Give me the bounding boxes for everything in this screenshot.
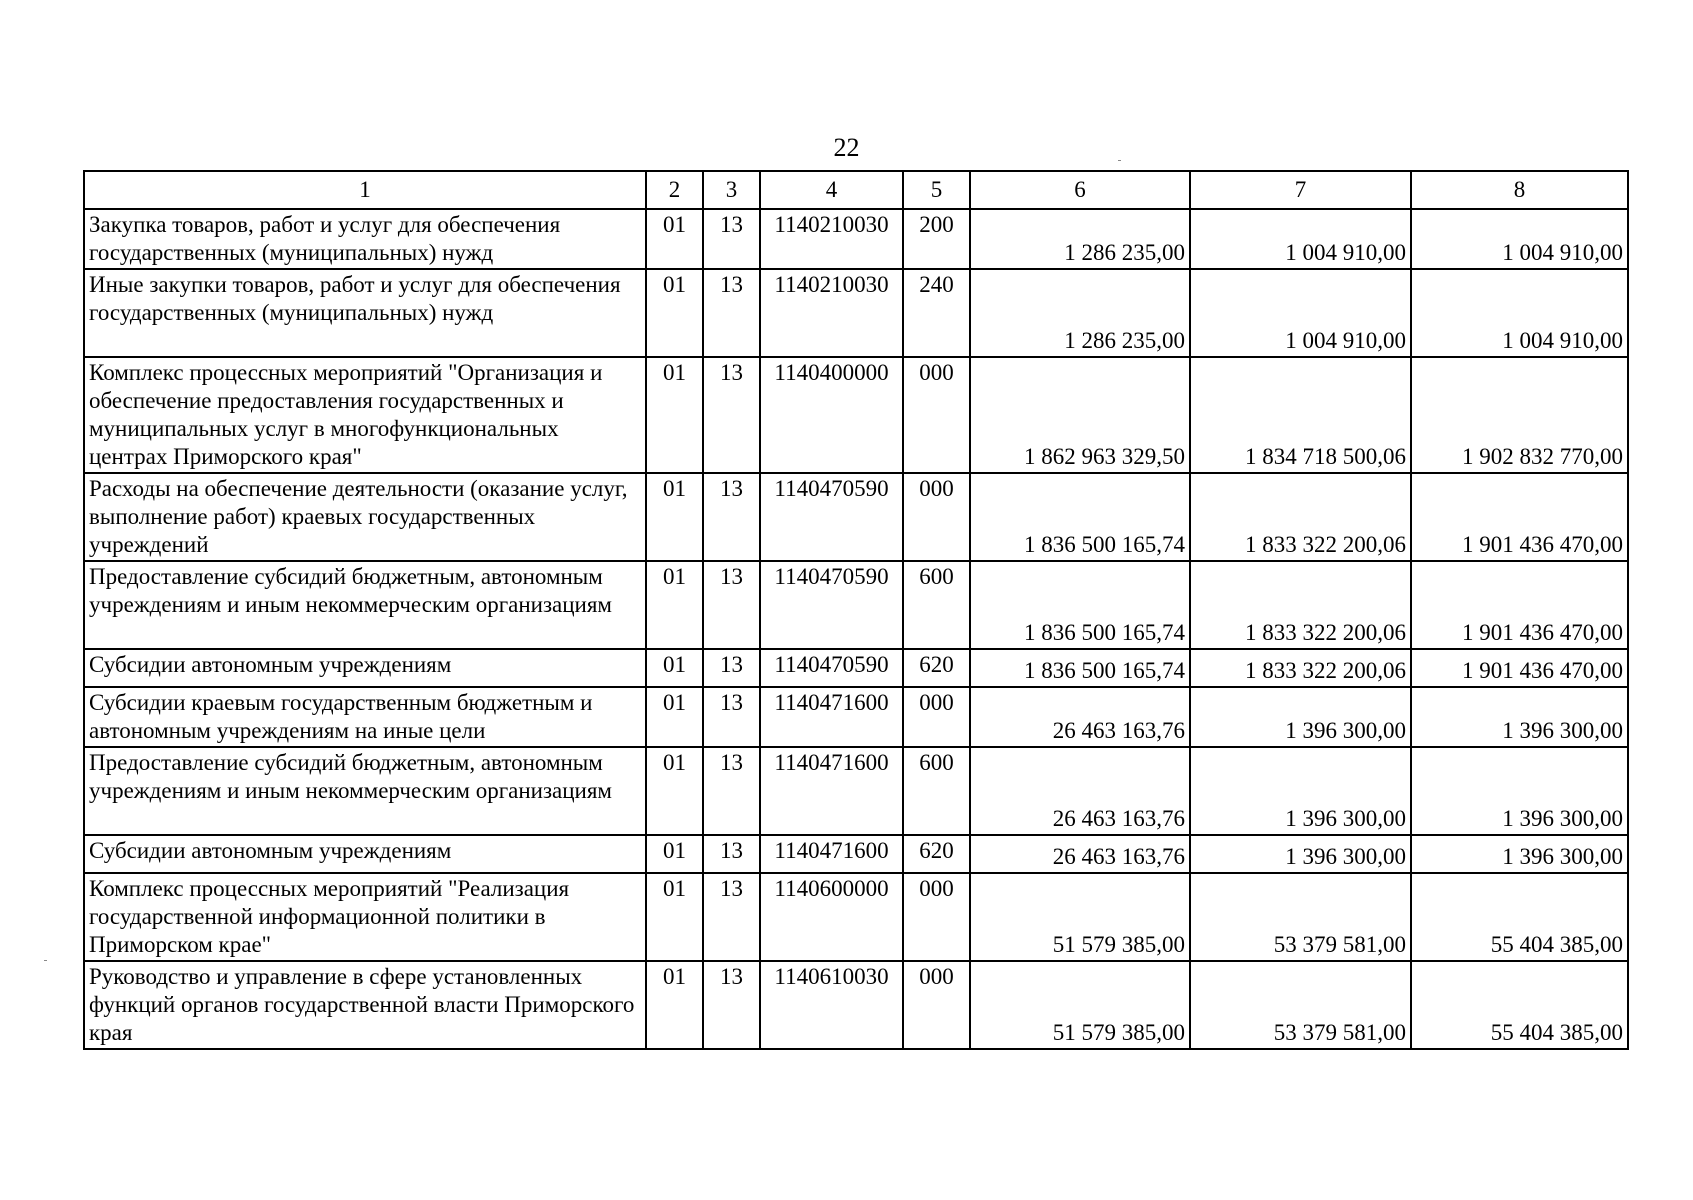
amount-col7-cell: 1 833 322 200,06 <box>1190 473 1411 561</box>
target-article-cell: 1140470590 <box>760 561 903 649</box>
subsection-code-cell: 13 <box>703 747 760 835</box>
amount-col8-cell: 1 396 300,00 <box>1411 747 1628 835</box>
item-name-cell: Руководство и управление в сфере установленных функций органов государственной власти Приморского края <box>84 961 646 1049</box>
item-name-cell: Расходы на обеспечение деятельности (оказание услуг, выполнение работ) краевых государственных учреждений <box>84 473 646 561</box>
section-code-cell: 01 <box>646 687 703 747</box>
column-header: 1 <box>84 171 646 209</box>
item-name-cell: Иные закупки товаров, работ и услуг для обеспечения государственных (муниципальных) нужд <box>84 269 646 357</box>
amount-col8-cell: 1 396 300,00 <box>1411 687 1628 747</box>
table-row <box>84 747 1628 835</box>
amount-col6-cell: 1 862 963 329,50 <box>970 357 1190 473</box>
target-article-cell: 1140210030 <box>760 269 903 357</box>
expense-type-cell: 600 <box>903 561 970 649</box>
amount-col6-cell: 1 286 235,00 <box>970 269 1190 357</box>
expense-type-cell: 600 <box>903 747 970 835</box>
subsection-code-cell: 13 <box>703 649 760 687</box>
amount-col7-cell: 1 396 300,00 <box>1190 747 1411 835</box>
table-row <box>84 473 1628 561</box>
subsection-code-cell: 13 <box>703 473 760 561</box>
column-header: 5 <box>903 171 970 209</box>
section-code-cell: 01 <box>646 269 703 357</box>
amount-col6-cell: 51 579 385,00 <box>970 873 1190 961</box>
section-code-cell: 01 <box>646 873 703 961</box>
expense-type-cell: 000 <box>903 961 970 1049</box>
amount-col8-cell: 1 901 436 470,00 <box>1411 473 1628 561</box>
column-header: 4 <box>760 171 903 209</box>
expense-type-cell: 000 <box>903 687 970 747</box>
amount-col8-cell: 1 901 436 470,00 <box>1411 649 1628 687</box>
expense-type-cell: 200 <box>903 209 970 269</box>
amount-col8-cell: 55 404 385,00 <box>1411 961 1628 1049</box>
expense-type-cell: 000 <box>903 873 970 961</box>
subsection-code-cell: 13 <box>703 561 760 649</box>
amount-col6-cell: 1 836 500 165,74 <box>970 649 1190 687</box>
amount-col8-cell: 1 396 300,00 <box>1411 835 1628 873</box>
amount-col7-cell: 1 834 718 500,06 <box>1190 357 1411 473</box>
table-row <box>84 269 1628 357</box>
subsection-code-cell: 13 <box>703 209 760 269</box>
table-row <box>84 835 1628 873</box>
amount-col7-cell: 1 396 300,00 <box>1190 835 1411 873</box>
item-name-cell: Субсидии краевым государственным бюджетным и автономным учреждениям на иные цели <box>84 687 646 747</box>
amount-col8-cell: 55 404 385,00 <box>1411 873 1628 961</box>
subsection-code-cell: 13 <box>703 873 760 961</box>
scan-speck <box>44 960 47 961</box>
item-name-cell: Закупка товаров, работ и услуг для обеспечения государственных (муниципальных) нужд <box>84 209 646 269</box>
amount-col6-cell: 26 463 163,76 <box>970 687 1190 747</box>
subsection-code-cell: 13 <box>703 961 760 1049</box>
table-row <box>84 961 1628 1049</box>
budget-table <box>83 170 1629 1050</box>
amount-col7-cell: 1 833 322 200,06 <box>1190 561 1411 649</box>
amount-col6-cell: 1 836 500 165,74 <box>970 561 1190 649</box>
amount-col8-cell: 1 902 832 770,00 <box>1411 357 1628 473</box>
section-code-cell: 01 <box>646 835 703 873</box>
target-article-cell: 1140600000 <box>760 873 903 961</box>
expense-type-cell: 000 <box>903 473 970 561</box>
subsection-code-cell: 13 <box>703 835 760 873</box>
section-code-cell: 01 <box>646 961 703 1049</box>
section-code-cell: 01 <box>646 357 703 473</box>
amount-col7-cell: 1 004 910,00 <box>1190 269 1411 357</box>
table-row <box>84 687 1628 747</box>
column-header: 6 <box>970 171 1190 209</box>
amount-col6-cell: 26 463 163,76 <box>970 835 1190 873</box>
table-row <box>84 649 1628 687</box>
section-code-cell: 01 <box>646 747 703 835</box>
item-name-cell: Комплекс процессных мероприятий "Реализация государственной информационной политики в Приморском крае" <box>84 873 646 961</box>
target-article-cell: 1140471600 <box>760 747 903 835</box>
subsection-code-cell: 13 <box>703 357 760 473</box>
subsection-code-cell: 13 <box>703 687 760 747</box>
target-article-cell: 1140471600 <box>760 687 903 747</box>
amount-col6-cell: 1 286 235,00 <box>970 209 1190 269</box>
amount-col8-cell: 1 004 910,00 <box>1411 209 1628 269</box>
amount-col8-cell: 1 004 910,00 <box>1411 269 1628 357</box>
column-header: 2 <box>646 171 703 209</box>
target-article-cell: 1140470590 <box>760 649 903 687</box>
amount-col7-cell: 1 004 910,00 <box>1190 209 1411 269</box>
column-number-row <box>84 171 1628 209</box>
column-header: 8 <box>1411 171 1628 209</box>
table-row <box>84 561 1628 649</box>
item-name-cell: Субсидии автономным учреждениям <box>84 649 646 687</box>
section-code-cell: 01 <box>646 561 703 649</box>
table-row <box>84 873 1628 961</box>
amount-col6-cell: 51 579 385,00 <box>970 961 1190 1049</box>
item-name-cell: Субсидии автономным учреждениям <box>84 835 646 873</box>
expense-type-cell: 620 <box>903 649 970 687</box>
target-article-cell: 1140610030 <box>760 961 903 1049</box>
subsection-code-cell: 13 <box>703 269 760 357</box>
item-name-cell: Предоставление субсидий бюджетным, автономным учреждениям и иным некоммерческим организациям <box>84 561 646 649</box>
target-article-cell: 1140471600 <box>760 835 903 873</box>
item-name-cell: Комплекс процессных мероприятий "Организация и обеспечение предоставления государственных и муниципальных услуг в многофункциональных центрах Приморского края" <box>84 357 646 473</box>
amount-col7-cell: 1 396 300,00 <box>1190 687 1411 747</box>
table-body <box>84 171 1628 1049</box>
amount-col7-cell: 53 379 581,00 <box>1190 873 1411 961</box>
amount-col6-cell: 26 463 163,76 <box>970 747 1190 835</box>
expense-type-cell: 240 <box>903 269 970 357</box>
page-number: 22 <box>833 133 860 162</box>
column-header: 3 <box>703 171 760 209</box>
column-header: 7 <box>1190 171 1411 209</box>
table-row <box>84 209 1628 269</box>
target-article-cell: 1140400000 <box>760 357 903 473</box>
target-article-cell: 1140470590 <box>760 473 903 561</box>
scan-speck <box>1118 160 1121 161</box>
section-code-cell: 01 <box>646 473 703 561</box>
expense-type-cell: 000 <box>903 357 970 473</box>
section-code-cell: 01 <box>646 209 703 269</box>
target-article-cell: 1140210030 <box>760 209 903 269</box>
section-code-cell: 01 <box>646 649 703 687</box>
amount-col6-cell: 1 836 500 165,74 <box>970 473 1190 561</box>
amount-col8-cell: 1 901 436 470,00 <box>1411 561 1628 649</box>
expense-type-cell: 620 <box>903 835 970 873</box>
table-row <box>84 357 1628 473</box>
item-name-cell: Предоставление субсидий бюджетным, автономным учреждениям и иным некоммерческим организациям <box>84 747 646 835</box>
amount-col7-cell: 53 379 581,00 <box>1190 961 1411 1049</box>
amount-col7-cell: 1 833 322 200,06 <box>1190 649 1411 687</box>
